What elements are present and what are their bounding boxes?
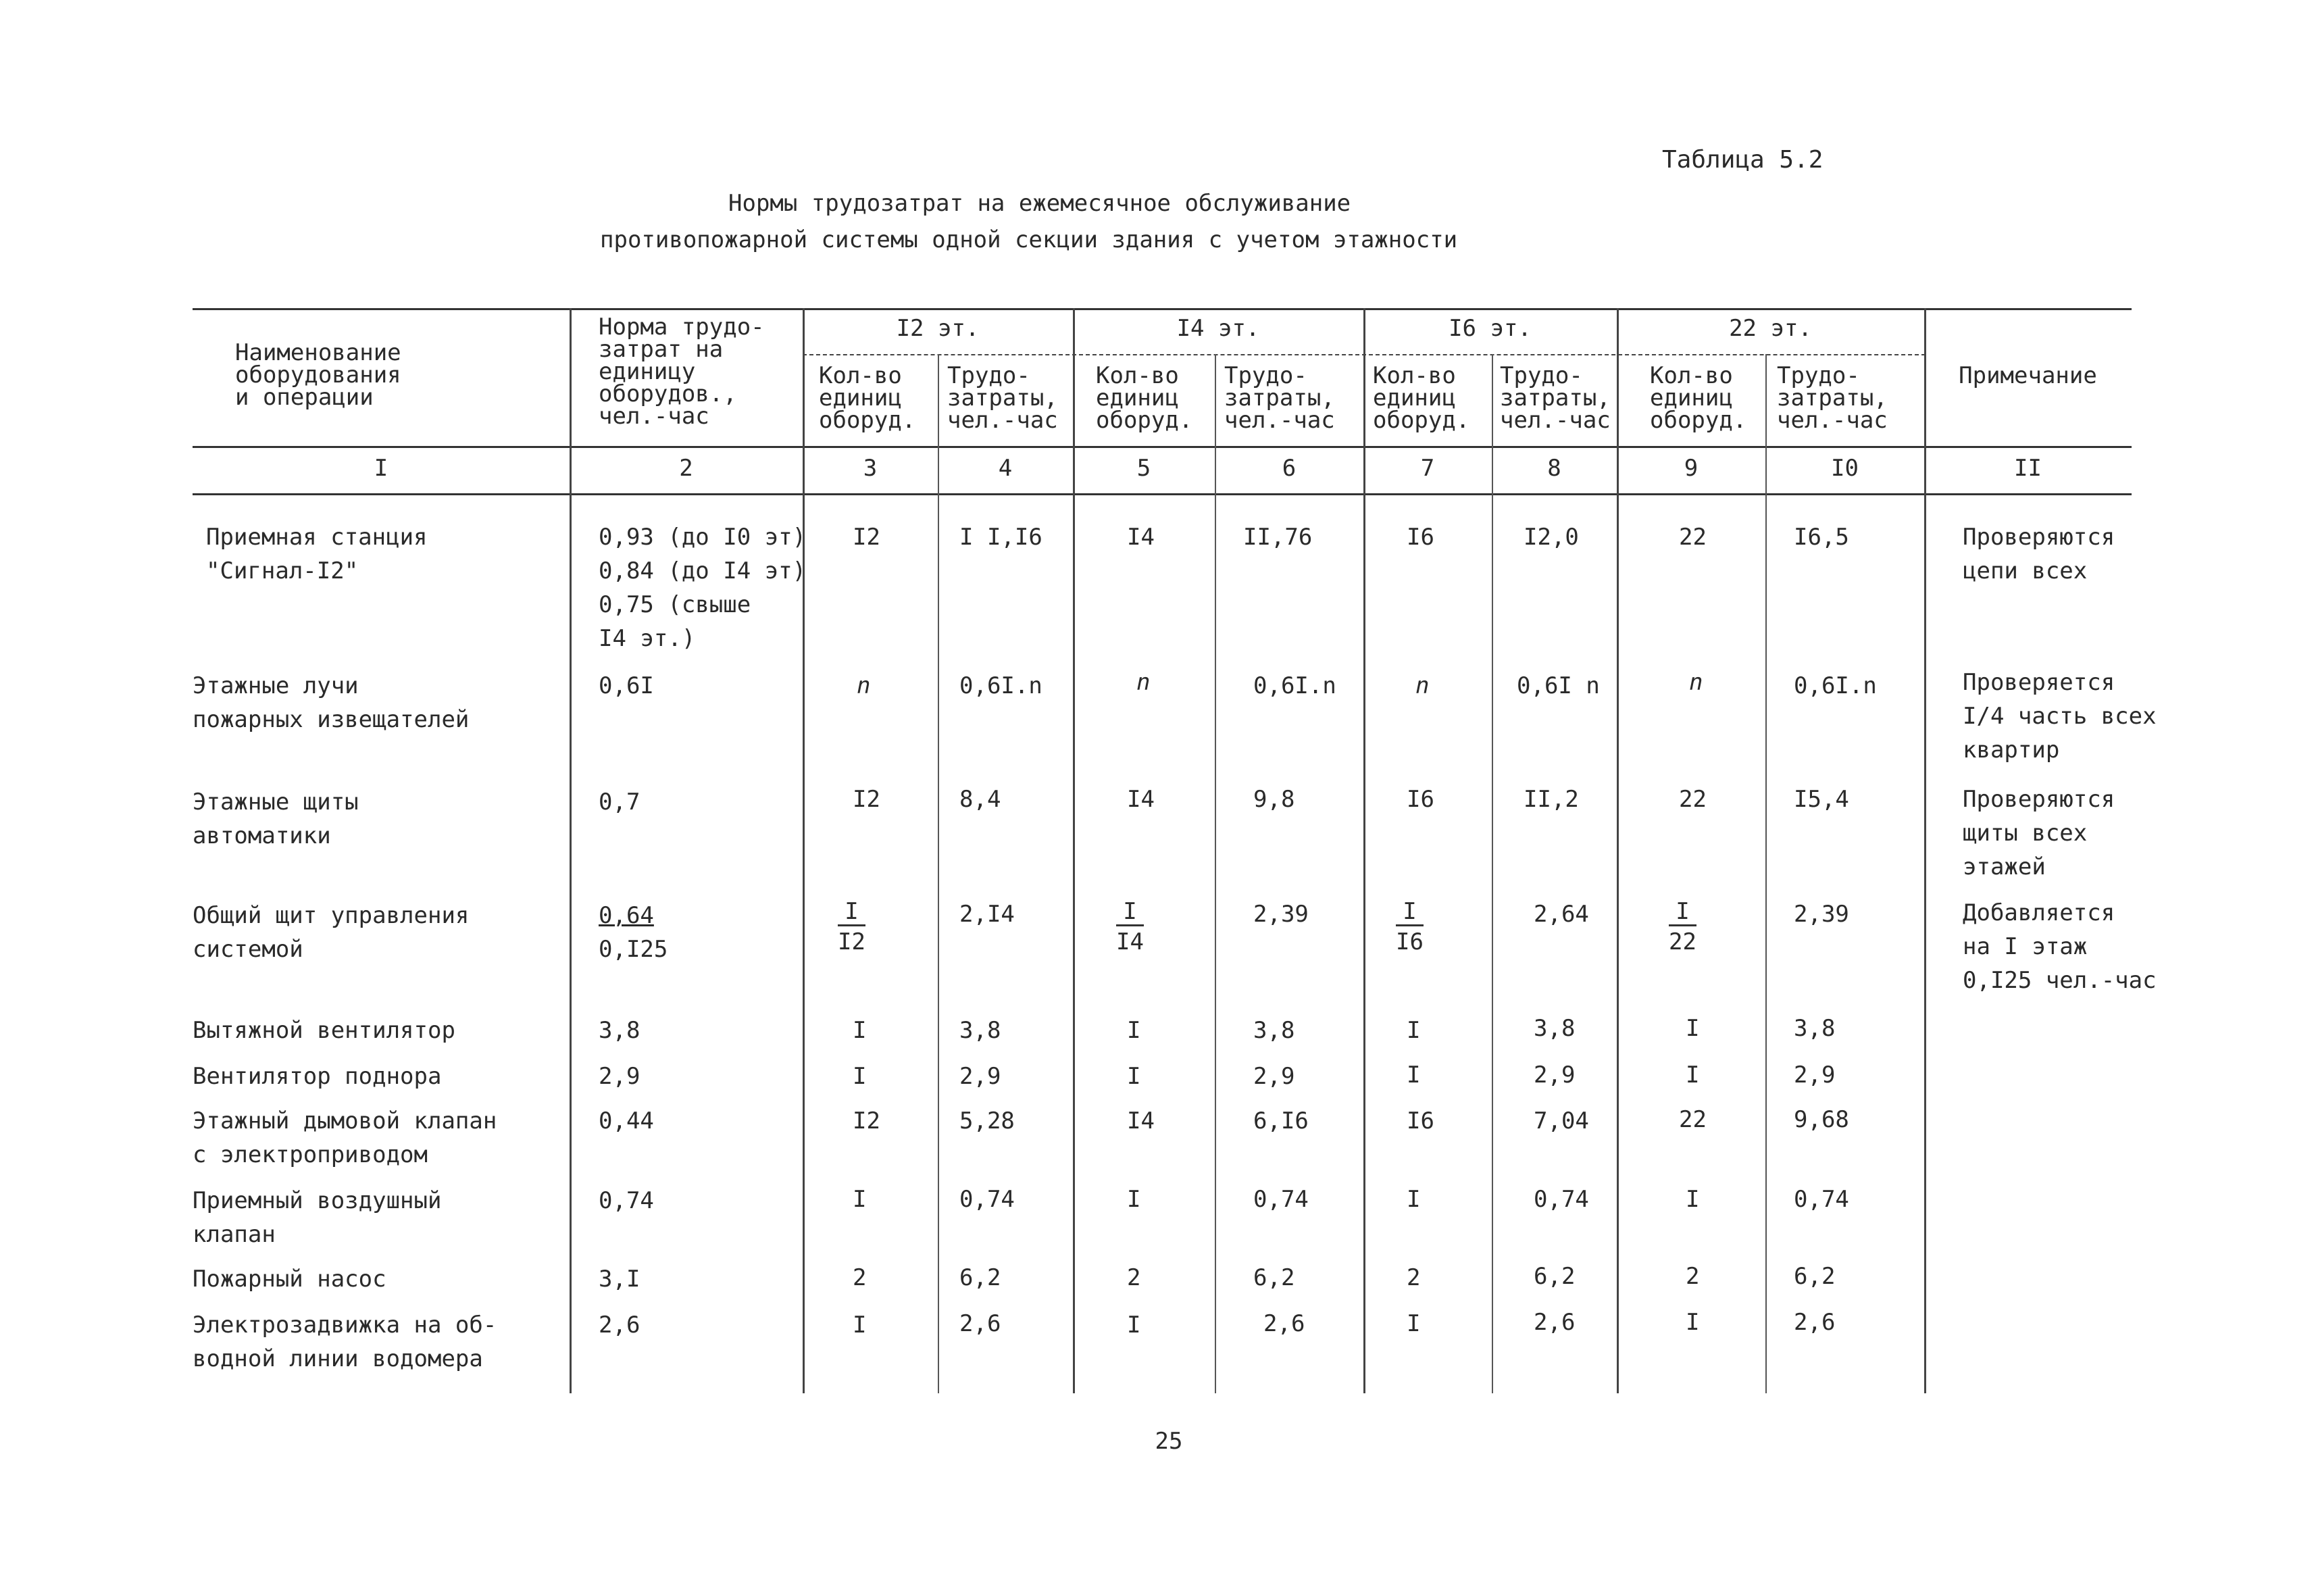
col-number: I bbox=[374, 455, 388, 482]
col-number: 4 bbox=[998, 455, 1013, 482]
cell-labor: 3,8 bbox=[1794, 1015, 1836, 1042]
cell-qty: I2 bbox=[853, 524, 880, 551]
cell-labor: 3,8 bbox=[959, 1017, 1001, 1044]
cell-labor: 0,6I.n bbox=[1253, 672, 1336, 699]
cell-labor: 2,6 bbox=[1534, 1309, 1576, 1336]
row-norm: 0,93 (до I0 эт) 0,84 (до I4 эт) 0,75 (свыше I4 эт.) bbox=[599, 524, 807, 652]
cell-labor: 2,39 bbox=[1253, 901, 1309, 928]
col-number: 7 bbox=[1420, 455, 1435, 482]
cell-labor: 2,I4 bbox=[959, 901, 1015, 928]
cell-qty: I bbox=[1407, 1062, 1421, 1089]
row-norm: 3,I bbox=[599, 1266, 640, 1293]
cell-qty: I4 bbox=[1127, 524, 1155, 551]
cell-labor: 2,6 bbox=[959, 1310, 1001, 1337]
header-floor-22: 22 эт. bbox=[1729, 315, 1812, 342]
cell-qty: n bbox=[1689, 669, 1703, 696]
cell-labor: 6,2 bbox=[1253, 1264, 1295, 1291]
cell-qty: 2 bbox=[853, 1264, 867, 1291]
cell-qty: I bbox=[1407, 1017, 1421, 1044]
cell-labor: 6,2 bbox=[1534, 1263, 1576, 1290]
cell-labor: 0,6I.n bbox=[959, 672, 1042, 699]
subheader-labor: Трудо- затраты, чел.-час bbox=[947, 362, 1058, 434]
subheader-labor: Трудо- затраты, чел.-час bbox=[1777, 362, 1888, 434]
table-top-rule bbox=[193, 308, 2132, 310]
row-name: Этажные щиты автоматики bbox=[193, 789, 359, 849]
row-norm: 0,64 0,I25 bbox=[599, 902, 668, 963]
cell-qty: I bbox=[1127, 1017, 1141, 1044]
cell-labor: 0,74 bbox=[1253, 1186, 1309, 1213]
cell-qty: n bbox=[1136, 669, 1151, 696]
cell-labor: 2,9 bbox=[1794, 1062, 1836, 1089]
row-norm: 2,9 bbox=[599, 1063, 640, 1090]
cell-labor: 0,6I n bbox=[1517, 672, 1600, 699]
cell-qty-fraction: $\frac{I}{I4}$ bbox=[1116, 898, 1144, 955]
cell-qty: 22 bbox=[1679, 1106, 1707, 1133]
col-number: II bbox=[2014, 455, 2042, 482]
row-norm: 0,6I bbox=[599, 672, 654, 699]
cell-qty: I bbox=[1127, 1312, 1141, 1339]
cell-labor: 2,6 bbox=[1263, 1310, 1305, 1337]
col-divider bbox=[938, 354, 939, 1393]
subheader-labor: Трудо- затраты, чел.-час bbox=[1500, 362, 1611, 434]
column-number-rule bbox=[193, 493, 2132, 495]
header-floor-14: I4 эт. bbox=[1176, 315, 1260, 342]
cell-qty: I bbox=[1127, 1063, 1141, 1090]
cell-labor: II,76 bbox=[1243, 524, 1313, 551]
row-norm: 0,7 bbox=[599, 789, 640, 816]
cell-qty: I6 bbox=[1407, 786, 1434, 813]
header-bottom-rule bbox=[193, 446, 2132, 448]
cell-qty: I4 bbox=[1127, 1107, 1155, 1134]
cell-labor: 6,I6 bbox=[1253, 1107, 1309, 1134]
cell-qty: I bbox=[1686, 1309, 1700, 1336]
cell-labor: 2,9 bbox=[1253, 1063, 1295, 1090]
cell-qty-fraction: $\frac{I}{I2}$ bbox=[838, 898, 865, 955]
subheader-qty: Кол-во единиц оборуд. bbox=[819, 362, 916, 434]
col-number: I0 bbox=[1831, 455, 1859, 482]
cell-qty: I6 bbox=[1407, 1107, 1434, 1134]
cell-qty-fraction: $\frac{I}{22}$ bbox=[1669, 898, 1696, 955]
header-floor-16: I6 эт. bbox=[1449, 315, 1532, 342]
row-name: Общий щит управления системой bbox=[193, 902, 470, 963]
cell-labor: 0,6I.n bbox=[1794, 672, 1877, 699]
cell-qty: n bbox=[857, 672, 871, 699]
cell-qty: I bbox=[853, 1312, 867, 1339]
cell-qty: I bbox=[853, 1063, 867, 1090]
cell-labor: 9,68 bbox=[1794, 1106, 1849, 1133]
row-name: Приемная станция "Сигнал-I2" bbox=[206, 524, 428, 584]
col-divider bbox=[1492, 354, 1493, 1393]
row-name: Пожарный насос bbox=[193, 1266, 386, 1293]
cell-qty: I bbox=[853, 1186, 867, 1213]
cell-labor: 2,9 bbox=[1534, 1062, 1576, 1089]
table-title-line-1: Нормы трудозатрат на ежемесячное обслуживание bbox=[728, 190, 1351, 217]
cell-labor: 6,2 bbox=[959, 1264, 1001, 1291]
cell-qty: 22 bbox=[1679, 524, 1707, 551]
subheader-labor: Трудо- затраты, чел.-час bbox=[1224, 362, 1335, 434]
row-norm: 3,8 bbox=[599, 1017, 640, 1044]
cell-qty: I bbox=[1686, 1015, 1700, 1042]
row-name: Приемный воздушный клапан bbox=[193, 1187, 442, 1248]
cell-qty: I bbox=[1407, 1186, 1421, 1213]
cell-qty: 2 bbox=[1686, 1263, 1700, 1290]
header-note: Примечание bbox=[1959, 362, 2097, 389]
cell-qty: I bbox=[1407, 1310, 1421, 1337]
subheader-qty: Кол-во единиц оборуд. bbox=[1650, 362, 1747, 434]
cell-qty: 2 bbox=[1407, 1264, 1421, 1291]
row-name: Электрозадвижка на об- водной линии водомера bbox=[193, 1312, 497, 1372]
col-number: 2 bbox=[679, 455, 693, 482]
subheader-qty: Кол-во единиц оборуд. bbox=[1096, 362, 1193, 434]
cell-labor: 7,04 bbox=[1534, 1107, 1589, 1134]
cell-qty: I4 bbox=[1127, 786, 1155, 813]
cell-labor: 8,4 bbox=[959, 786, 1001, 813]
cell-labor: 5,28 bbox=[959, 1107, 1015, 1134]
row-norm: 0,74 bbox=[599, 1187, 654, 1214]
row-name: Этажный дымовой клапан с электроприводом bbox=[193, 1107, 497, 1168]
col-number: 6 bbox=[1282, 455, 1297, 482]
cell-qty: I bbox=[1686, 1186, 1700, 1213]
cell-labor: 0,74 bbox=[1534, 1186, 1589, 1213]
cell-labor: 6,2 bbox=[1794, 1263, 1836, 1290]
cell-labor: 3,8 bbox=[1253, 1017, 1295, 1044]
cell-labor: 0,74 bbox=[1794, 1186, 1849, 1213]
col-number: 3 bbox=[863, 455, 878, 482]
col-number: 8 bbox=[1547, 455, 1561, 482]
row-name: Вентилятор поднора bbox=[193, 1063, 442, 1090]
col-number: 9 bbox=[1684, 455, 1699, 482]
table-title-line-2: противопожарной системы одной секции здания с учетом этажности bbox=[600, 226, 1458, 253]
cell-labor: 3,8 bbox=[1534, 1015, 1576, 1042]
cell-labor: 2,64 bbox=[1534, 901, 1589, 928]
cell-labor: 2,9 bbox=[959, 1063, 1001, 1090]
row-note: Добавляется на I этаж 0,I25 чел.-час bbox=[1963, 899, 2157, 994]
row-norm: 2,6 bbox=[599, 1312, 640, 1339]
header-norm: Норма трудо- затрат на единицу оборудов., чел.-час bbox=[599, 314, 765, 430]
page-number: 25 bbox=[1155, 1428, 1183, 1455]
col-number: 5 bbox=[1136, 455, 1151, 482]
row-name: Этажные лучи пожарных извещателей bbox=[193, 672, 470, 733]
row-note: Проверяются щиты всех этажей bbox=[1963, 786, 2115, 880]
table-label: Таблица 5.2 bbox=[1662, 146, 1823, 174]
cell-qty: I6 bbox=[1407, 524, 1434, 551]
cell-labor: 0,74 bbox=[959, 1186, 1015, 1213]
row-norm: 0,44 bbox=[599, 1107, 654, 1134]
cell-qty-fraction: $\frac{I}{I6}$ bbox=[1396, 898, 1424, 955]
row-note: Проверяется I/4 часть всех квартир bbox=[1963, 669, 2157, 764]
cell-qty: I bbox=[1127, 1186, 1141, 1213]
cell-labor: I2,0 bbox=[1524, 524, 1579, 551]
cell-labor: II,2 bbox=[1524, 786, 1579, 813]
cell-labor: 2,39 bbox=[1794, 901, 1849, 928]
subheader-qty: Кол-во единиц оборуд. bbox=[1373, 362, 1470, 434]
cell-labor: I5,4 bbox=[1794, 786, 1849, 813]
cell-labor: I I,I6 bbox=[959, 524, 1042, 551]
cell-qty: I bbox=[853, 1017, 867, 1044]
header-name: Наименование оборудования и операции bbox=[235, 339, 401, 411]
cell-labor: 2,6 bbox=[1794, 1309, 1836, 1336]
cell-qty: I2 bbox=[853, 786, 880, 813]
cell-qty: 2 bbox=[1127, 1264, 1141, 1291]
col-divider bbox=[1215, 354, 1216, 1393]
cell-labor: I6,5 bbox=[1794, 524, 1849, 551]
col-divider bbox=[1765, 354, 1767, 1393]
row-note: Проверяются цепи всех bbox=[1963, 524, 2115, 584]
cell-labor: 9,8 bbox=[1253, 786, 1295, 813]
cell-qty: I2 bbox=[853, 1107, 880, 1134]
header-floor-12: I2 эт. bbox=[896, 315, 980, 342]
cell-qty: I bbox=[1686, 1062, 1700, 1089]
cell-qty: 22 bbox=[1679, 786, 1707, 813]
cell-qty: n bbox=[1415, 672, 1430, 699]
row-name: Вытяжной вентилятор bbox=[193, 1017, 455, 1044]
